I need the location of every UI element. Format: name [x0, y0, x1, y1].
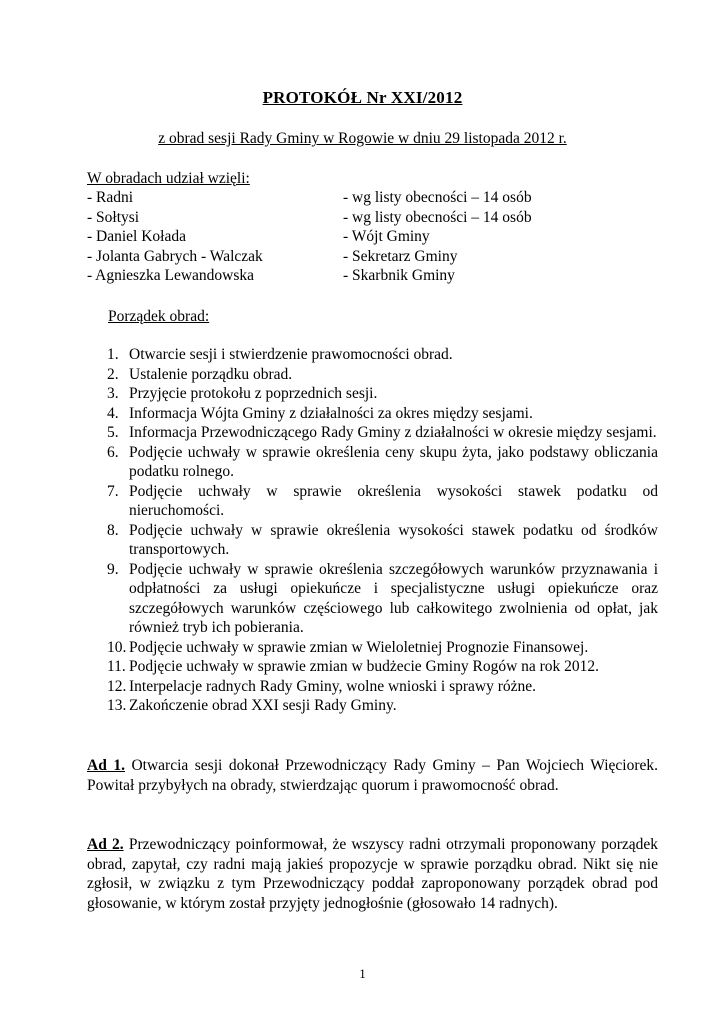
- attendance-name: - Daniel Kołada: [87, 228, 186, 245]
- agenda-list: [107, 345, 658, 716]
- ad1-label: Ad 1.: [87, 757, 125, 774]
- attendance-list: [87, 188, 647, 286]
- agenda-item-text: Podjęcie uchwały w sprawie zmian w Wieloletniej Prognozie Finansowej.: [129, 638, 589, 656]
- agenda-item-text: Informacja Wójta Gminy z działalności za okres między sesjami.: [129, 404, 533, 422]
- agenda-item: [107, 696, 658, 716]
- agenda-item-text: Otwarcie sesji i stwierdzenie prawomocności obrad.: [129, 346, 453, 363]
- page-number: 1: [359, 966, 366, 981]
- agenda-item: [107, 404, 658, 424]
- agenda-item-text: Podjęcie uchwały w sprawie określenia wysokości stawek podatku od nieruchomości.: [129, 482, 658, 519]
- agenda-item: [107, 638, 658, 658]
- agenda-item-text: Podjęcie uchwały w sprawie określenia ceny skupu żyta, jako podstawy obliczania podatku rolnego.: [129, 443, 658, 480]
- agenda-item: [107, 384, 658, 404]
- agenda-item-text: Informacja Przewodniczącego Rady Gminy z działalności w okresie między sesjami.: [129, 424, 657, 441]
- agenda-item-text: Podjęcie uchwały w sprawie określenia szczegółowych warunków przyznawania i odpłatności za usługi opiekuńcze i specjalistyczne usługi opiekuńcze oraz szczegółowych warunków częściowego lub całkowitego zwolnienia od opłat, jak również tryb ich pobierania.: [129, 560, 658, 636]
- agenda-item-number: 11.: [107, 658, 126, 675]
- attendance-role: - wg listy obecności – 14 osób: [343, 189, 532, 206]
- agenda-item: [107, 560, 658, 638]
- ad2-text: Przewodniczący poinformował, że wszyscy radni otrzymali proponowany porządek obrad, zapytał, czy radni mają jakieś propozycje w sprawie porządku obrad. Nikt się nie zgłosił, w związku z tym Przewodniczący poddał zaproponowany porządek obrad pod głosowanie, w którym został przyjęty jednogłośnie (głosowało 14 radnych).: [87, 836, 658, 912]
- agenda-item: [107, 657, 658, 677]
- attendance-row: [87, 227, 647, 247]
- agenda-item-number: 9.: [107, 560, 119, 578]
- attendance-row: [87, 208, 647, 228]
- attendance-heading: W obradach udział wzięli:: [87, 170, 250, 187]
- attendance-name: - Radni: [87, 189, 134, 206]
- agenda-item-number: 1.: [107, 346, 119, 363]
- attendance-name: - Sołtysi: [87, 208, 140, 226]
- agenda-item-number: 10.: [107, 638, 127, 656]
- ad2-paragraph: [87, 835, 658, 913]
- agenda-item: [107, 365, 658, 385]
- attendance-row: [87, 247, 647, 267]
- ad1-paragraph: [87, 756, 658, 795]
- attendance-name: - Jolanta Gabrych - Walczak: [87, 247, 263, 265]
- agenda-item-text: Zakończenie obrad XXI sesji Rady Gminy.: [129, 697, 397, 714]
- attendance-name: - Agnieszka Lewandowska: [87, 267, 255, 284]
- agenda-item-number: 3.: [107, 385, 119, 402]
- ad1-text: Otwarcia sesji dokonał Przewodniczący Rady Gminy – Pan Wojciech Więciorek. Powitał przybyłych na obrady, stwierdzając quorum i prawomocność obrad.: [87, 757, 658, 794]
- agenda-item: [107, 423, 658, 443]
- agenda-item: [107, 677, 658, 697]
- attendance-role: - wg listy obecności – 14 osób: [343, 208, 532, 226]
- agenda-item-number: 6.: [107, 443, 119, 461]
- agenda-item-number: 12.: [107, 677, 127, 695]
- agenda-item: [107, 443, 658, 482]
- agenda-item-text: Ustalenie porządku obrad.: [129, 365, 293, 383]
- agenda-item-number: 7.: [107, 482, 119, 500]
- agenda-item: [107, 345, 658, 365]
- attendance-row: [87, 266, 647, 286]
- agenda-item-number: 8.: [107, 521, 119, 539]
- agenda-item-text: Interpelacje radnych Rady Gminy, wolne wnioski i sprawy różne.: [129, 677, 537, 695]
- agenda-item-number: 4.: [107, 404, 119, 422]
- ad2-label: Ad 2.: [87, 836, 124, 853]
- attendance-row: [87, 188, 647, 208]
- document-subtitle: z obrad sesji Rady Gminy w Rogowie w dniu 29 listopada 2012 r.: [158, 130, 567, 147]
- document-title: PROTOKÓŁ Nr XXI/2012: [262, 88, 463, 107]
- agenda-item-number: 2.: [107, 365, 119, 383]
- agenda-item-text: Przyjęcie protokołu z poprzednich sesji.: [129, 385, 378, 402]
- agenda-item: [107, 482, 658, 521]
- agenda-item: [107, 521, 658, 560]
- agenda-item-text: Podjęcie uchwały w sprawie zmian w budżecie Gminy Rogów na rok 2012.: [129, 658, 600, 675]
- attendance-role: - Skarbnik Gminy: [343, 267, 455, 284]
- agenda-item-text: Podjęcie uchwały w sprawie określenia wysokości stawek podatku od środków transportowych.: [129, 521, 658, 558]
- agenda-heading: Porządek obrad:: [108, 308, 210, 325]
- attendance-role: - Wójt Gminy: [343, 228, 430, 245]
- agenda-item-number: 13.: [107, 697, 127, 714]
- agenda-item-number: 5.: [107, 424, 119, 441]
- attendance-role: - Sekretarz Gminy: [343, 247, 458, 265]
